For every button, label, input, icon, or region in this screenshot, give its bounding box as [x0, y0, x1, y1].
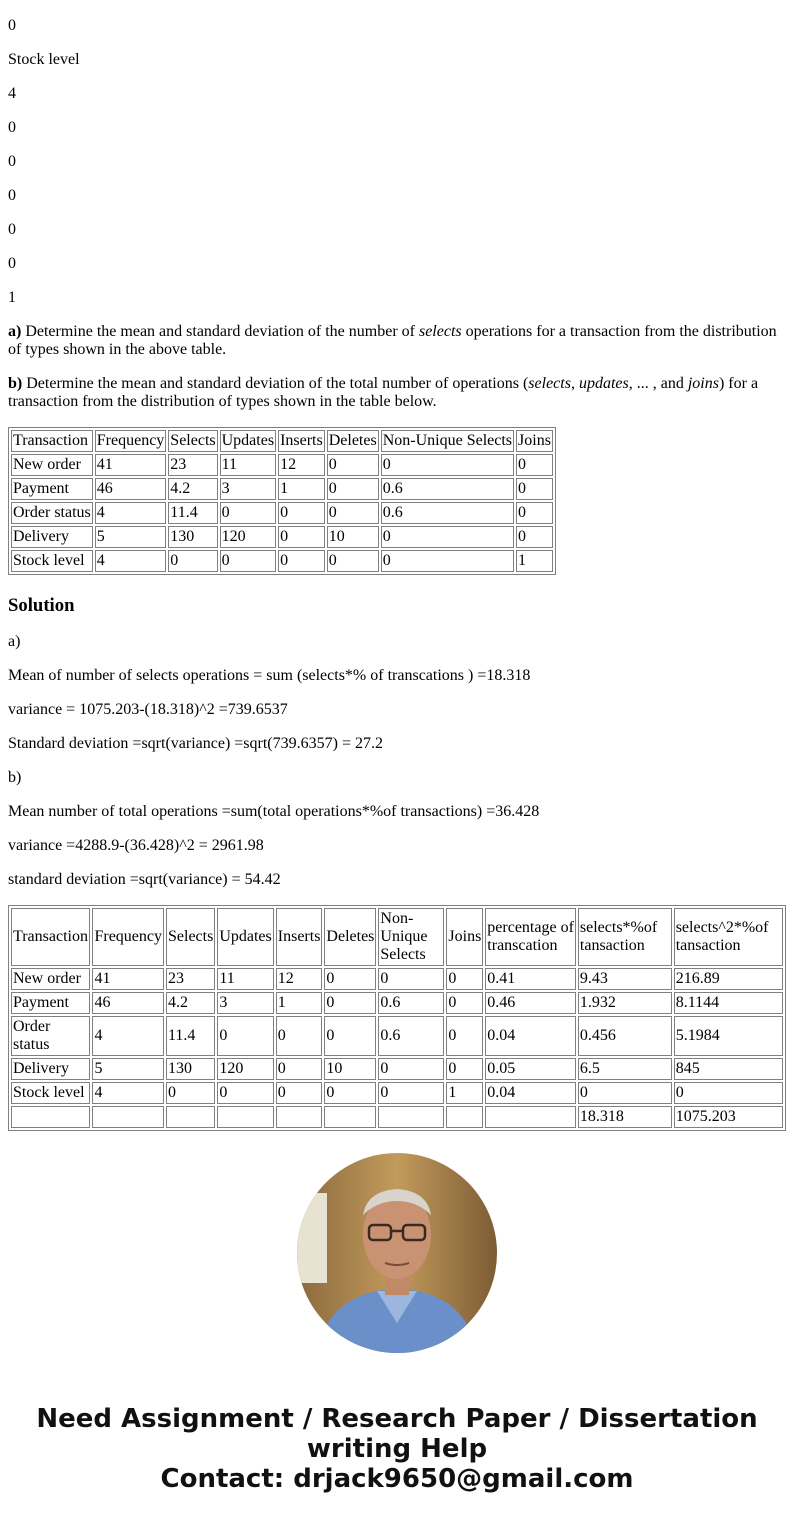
column-header: Updates: [220, 430, 276, 452]
stock-level-label: Stock level: [8, 51, 80, 68]
table-row: [11, 478, 553, 500]
table-cell: 1075.203: [674, 1106, 783, 1128]
table-cell: 0: [276, 1016, 323, 1056]
table-cell: 0: [578, 1082, 672, 1104]
table-cell: 0.6: [381, 502, 514, 524]
table-cell: 0.6: [378, 1016, 444, 1056]
table-cell: 0: [516, 526, 553, 548]
promo-line: Need Assignment / Research Paper / Dissertation: [36, 1404, 758, 1434]
table-cell: 0: [516, 454, 553, 476]
table-cell: 120: [217, 1058, 273, 1080]
table-row: [11, 502, 553, 524]
table-cell: 11.4: [168, 502, 217, 524]
table-cell: [378, 1106, 444, 1128]
value-line: 0: [8, 17, 16, 34]
table-cell: 0.41: [485, 968, 576, 990]
column-header: Frequency: [95, 430, 167, 452]
table-row: [11, 550, 553, 572]
part-b-label: b): [8, 769, 22, 786]
table-cell: 4.2: [168, 478, 217, 500]
table-cell: 3: [220, 478, 276, 500]
table-cell: 0: [327, 502, 379, 524]
table-header-row: [11, 908, 783, 966]
table-cell: 0: [378, 1082, 444, 1104]
table-cell: 1: [446, 1082, 483, 1104]
table-cell: 120: [220, 526, 276, 548]
column-header: Selects: [166, 908, 215, 966]
page-content: [8, 0, 788, 1151]
table-cell: 0: [381, 550, 514, 572]
table-cell: 10: [327, 526, 379, 548]
table-cell: 0: [674, 1082, 783, 1104]
table-cell: 0: [324, 1082, 376, 1104]
table-cell: [485, 1106, 576, 1128]
table-cell: 11.4: [166, 1016, 215, 1056]
table-cell: 0.6: [381, 478, 514, 500]
table-cell: Delivery: [11, 1058, 90, 1080]
table-cell: 0: [324, 968, 376, 990]
column-header: percentage of transcation: [485, 908, 576, 966]
variance-b-line: variance =4288.9-(36.428)^2 = 2961.98: [8, 837, 264, 854]
table-cell: 0: [278, 550, 325, 572]
table-cell: 0: [381, 454, 514, 476]
table-cell: 4: [95, 550, 167, 572]
table-cell: 4: [95, 502, 167, 524]
value-line: 0: [8, 255, 16, 272]
table-cell: 0.04: [485, 1016, 576, 1056]
table-cell: 0: [446, 968, 483, 990]
promo-line: writing Help: [306, 1434, 488, 1464]
table-cell: [166, 1106, 215, 1128]
solution-table: [8, 905, 786, 1131]
table-cell: 0.04: [485, 1082, 576, 1104]
table-cell: 0: [217, 1082, 273, 1104]
column-header: Deletes: [324, 908, 376, 966]
table-row: [11, 1016, 783, 1056]
table-cell: 41: [92, 968, 164, 990]
table-cell: 8.1144: [674, 992, 783, 1014]
table-cell: 12: [278, 454, 325, 476]
table-cell: 4: [92, 1082, 164, 1104]
table-cell: 130: [166, 1058, 215, 1080]
question-a: a) Determine the mean and standard deviation of the number of selects operations for a transaction from the distribution of types shown in the above table.: [8, 323, 777, 358]
table-row: [11, 454, 553, 476]
table-cell: 23: [168, 454, 217, 476]
table-cell: 1: [278, 478, 325, 500]
table-cell: 0: [220, 502, 276, 524]
column-header: Inserts: [278, 430, 325, 452]
question-b: b) Determine the mean and standard deviation of the total number of operations (selects, updates, ... , and joins) for a transaction from the distribution of types shown in the table below.: [8, 375, 759, 410]
table-row: [11, 1082, 783, 1104]
promo-contact: Contact: drjack9650@gmail.com: [160, 1464, 634, 1494]
table-cell: 6.5: [578, 1058, 672, 1080]
table-header-row: [11, 430, 553, 452]
table-cell: Payment: [11, 478, 93, 500]
table-cell: 4: [92, 1016, 164, 1056]
transaction-types-table: [8, 427, 556, 575]
table-cell: 0: [378, 1058, 444, 1080]
table-cell: 0: [278, 526, 325, 548]
table-cell: Delivery: [11, 526, 93, 548]
table-cell: 18.318: [578, 1106, 672, 1128]
table-cell: 1: [516, 550, 553, 572]
table-cell: 4.2: [166, 992, 215, 1014]
table-cell: 0: [168, 550, 217, 572]
value-line: [8, 0, 788, 1]
table-cell: 0: [278, 502, 325, 524]
table-cell: 0.05: [485, 1058, 576, 1080]
column-header: Joins: [516, 430, 553, 452]
table-cell: Stock level: [11, 550, 93, 572]
value-line: 0: [8, 221, 16, 238]
table-cell: 0: [327, 454, 379, 476]
table-cell: [324, 1106, 376, 1128]
value-line: 0: [8, 119, 16, 136]
table-cell: 0: [327, 478, 379, 500]
table-row: [11, 1106, 783, 1128]
value-line: 0: [8, 153, 16, 170]
table-cell: 0: [516, 502, 553, 524]
table-cell: [276, 1106, 323, 1128]
value-line: 1: [8, 289, 16, 306]
table-cell: 1.932: [578, 992, 672, 1014]
table-cell: 130: [168, 526, 217, 548]
table-cell: Order status: [11, 502, 93, 524]
solution-heading: Solution: [8, 595, 75, 616]
table-cell: 0: [220, 550, 276, 572]
column-header: selects^2*%of tansaction: [674, 908, 783, 966]
table-cell: 11: [220, 454, 276, 476]
table-cell: 0: [324, 1016, 376, 1056]
promo-banner: [0, 1404, 794, 1494]
table-cell: 0: [446, 1058, 483, 1080]
table-cell: 0.456: [578, 1016, 672, 1056]
column-header: Updates: [217, 908, 273, 966]
table-cell: Payment: [11, 992, 90, 1014]
table-cell: Order status: [11, 1016, 90, 1056]
table-cell: 41: [95, 454, 167, 476]
variance-a-line: variance = 1075.203-(18.318)^2 =739.6537: [8, 701, 288, 718]
table-cell: 0: [276, 1082, 323, 1104]
table-cell: 11: [217, 968, 273, 990]
table-cell: 0: [217, 1016, 273, 1056]
column-header: Inserts: [276, 908, 323, 966]
table-cell: 9.43: [578, 968, 672, 990]
column-header: Transaction: [11, 430, 93, 452]
table-cell: 0: [446, 992, 483, 1014]
part-a-label: a): [8, 633, 21, 650]
table-cell: [446, 1106, 483, 1128]
table-cell: 0: [324, 992, 376, 1014]
table-cell: 46: [92, 992, 164, 1014]
table-cell: [11, 1106, 90, 1128]
author-portrait: [297, 1153, 497, 1353]
question-b-label: b): [8, 375, 23, 392]
table-cell: 1: [276, 992, 323, 1014]
table-cell: 0: [166, 1082, 215, 1104]
value-line: 4: [8, 85, 16, 102]
table-cell: 46: [95, 478, 167, 500]
table-cell: New order: [11, 968, 90, 990]
question-a-label: a): [8, 323, 22, 340]
table-cell: 23: [166, 968, 215, 990]
table-cell: 216.89: [674, 968, 783, 990]
table-cell: 0: [378, 968, 444, 990]
table-cell: 0: [276, 1058, 323, 1080]
table-cell: 845: [674, 1058, 783, 1080]
table-cell: 0: [516, 478, 553, 500]
table-cell: 10: [324, 1058, 376, 1080]
column-header: Transaction: [11, 908, 90, 966]
column-header: Non-Unique Selects: [381, 430, 514, 452]
table-row: [11, 1058, 783, 1080]
table-cell: 12: [276, 968, 323, 990]
table-cell: Stock level: [11, 1082, 90, 1104]
table-cell: 5: [92, 1058, 164, 1080]
table-cell: New order: [11, 454, 93, 476]
table-row: [11, 992, 783, 1014]
author-avatar: [297, 1153, 497, 1353]
sd-a-line: Standard deviation =sqrt(variance) =sqrt(739.6357) = 27.2: [8, 735, 383, 752]
mean-selects-line: Mean of number of selects operations = sum (selects*% of transcations ) =18.318: [8, 667, 531, 684]
table-cell: 0: [446, 1016, 483, 1056]
table-row: [11, 526, 553, 548]
table-cell: 0.6: [378, 992, 444, 1014]
sd-b-line: standard deviation =sqrt(variance) = 54.42: [8, 871, 281, 888]
table-cell: 3: [217, 992, 273, 1014]
column-header: Selects: [168, 430, 217, 452]
column-header: selects*%of tansaction: [578, 908, 672, 966]
column-header: Non-Unique Selects: [378, 908, 444, 966]
table-cell: 5: [95, 526, 167, 548]
value-line: 0: [8, 187, 16, 204]
mean-total-line: Mean number of total operations =sum(total operations*%of transactions) =36.428: [8, 803, 540, 820]
column-header: Deletes: [327, 430, 379, 452]
table-cell: [217, 1106, 273, 1128]
table-cell: 0.46: [485, 992, 576, 1014]
table-cell: 0: [327, 550, 379, 572]
table-row: [11, 968, 783, 990]
column-header: Frequency: [92, 908, 164, 966]
table-cell: 0: [381, 526, 514, 548]
column-header: Joins: [446, 908, 483, 966]
table-cell: 5.1984: [674, 1016, 783, 1056]
table-cell: [92, 1106, 164, 1128]
